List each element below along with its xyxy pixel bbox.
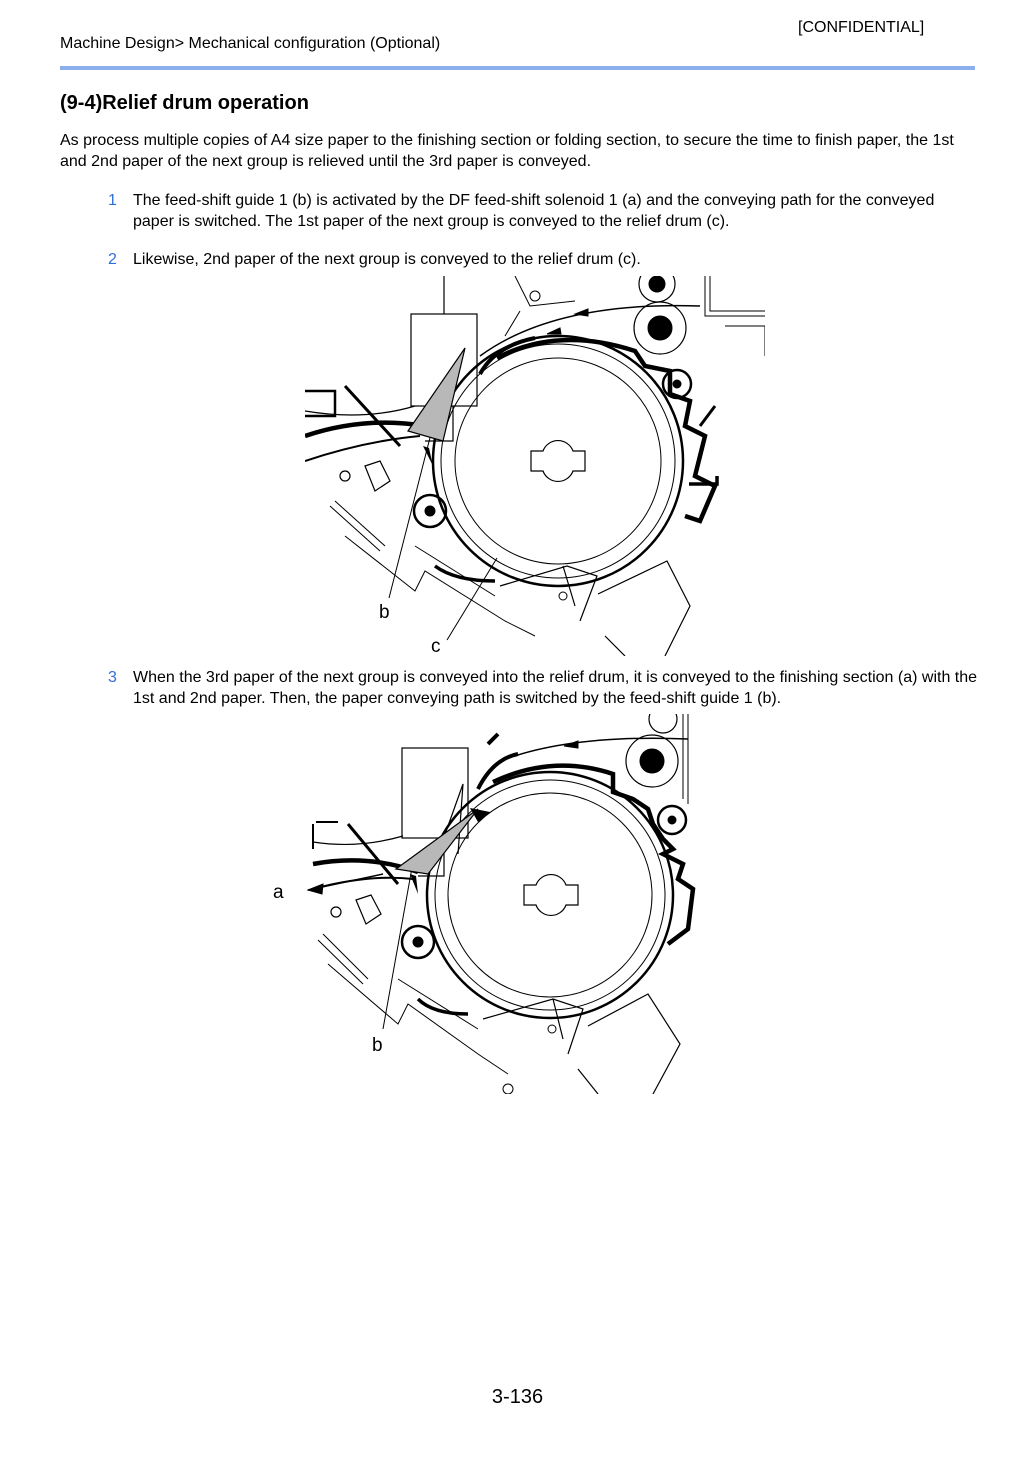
step-number: 2 [108, 251, 117, 268]
header-divider [60, 66, 975, 70]
relief-drum-figure-2 [268, 714, 698, 1094]
relief-drum [427, 772, 673, 1018]
label-b: b [379, 602, 390, 623]
section-title: (9-4)Relief drum operation [60, 92, 309, 114]
step-text: When the 3rd paper of the next group is conveyed into the relief drum, it is conveyed to the finishing section (a) with the 1st and 2nd paper. Then, the paper conveying path is switched by the feed-shift guide 1 (b). [133, 669, 978, 707]
label-a: a [273, 882, 284, 903]
step-text: Likewise, 2nd paper of the next group is conveyed to the relief drum (c). [133, 251, 641, 268]
step-number: 1 [108, 192, 117, 209]
breadcrumb: Machine Design> Mechanical configuration (Optional) [60, 35, 441, 52]
intro-paragraph: As process multiple copies of A4 size paper to the finishing section or folding section, to secure the time to finish paper, the 1st and 2nd paper of the next group is relieved until the 3rd paper is conveyed. [60, 132, 954, 170]
feed-shift-guide [408, 348, 465, 441]
feed-shift-guide [396, 809, 478, 874]
step-text: The feed-shift guide 1 (b) is activated by the DF feed-shift solenoid 1 (a) and the conveying path for the conveyed paper is switched. The 1st paper of the next group is conveyed to the relief drum (c). [133, 192, 935, 230]
relief-drum-figure-1 [305, 276, 765, 656]
page-number: 3-136 [491, 1386, 544, 1408]
step-number: 3 [108, 669, 117, 686]
confidential-label: [CONFIDENTIAL] [798, 19, 925, 36]
label-b: b [372, 1035, 383, 1056]
relief-drum [433, 336, 683, 586]
label-c: c [431, 636, 441, 656]
